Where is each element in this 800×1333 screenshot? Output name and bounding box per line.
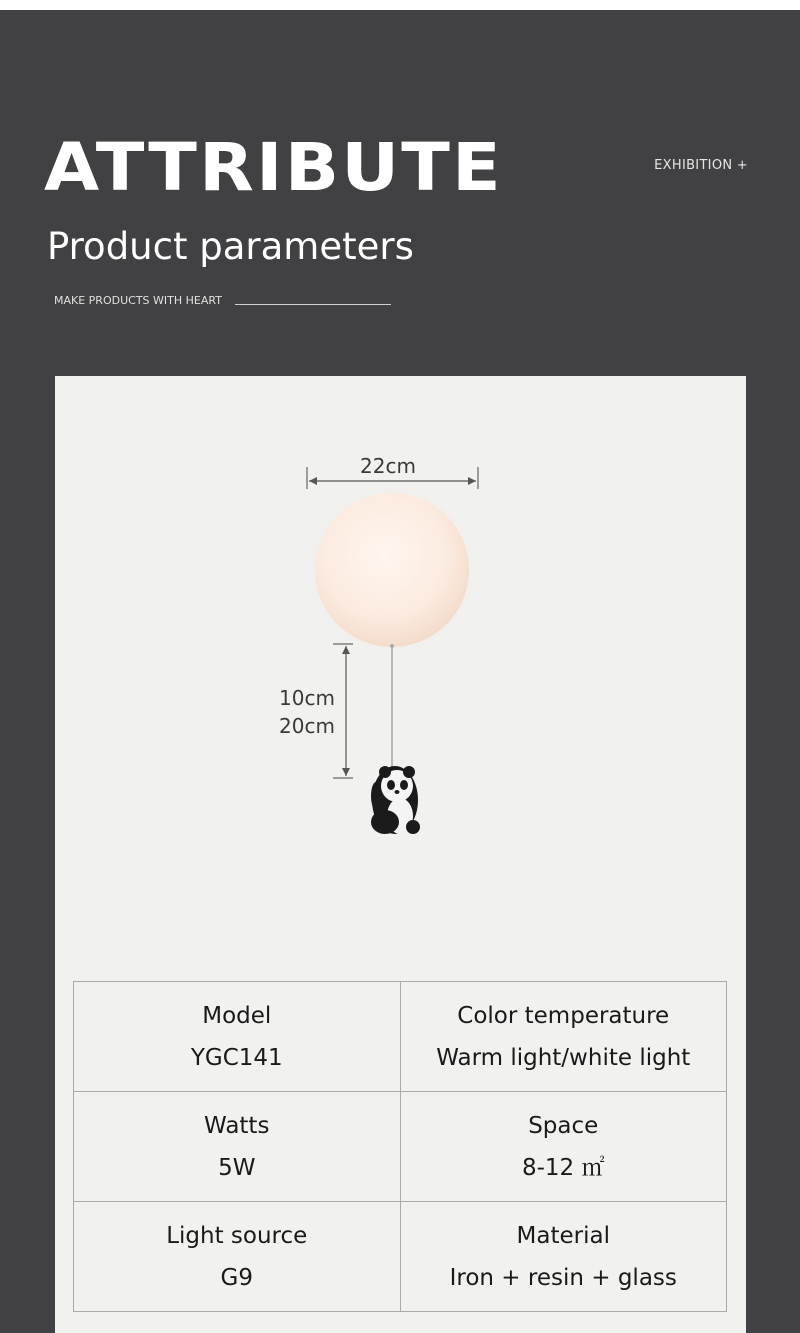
panda-figure-icon bbox=[371, 766, 420, 834]
drop-label-max: 20cm bbox=[279, 714, 335, 738]
spec-label: Model bbox=[202, 1002, 272, 1029]
page-title: ATTRIBUTE bbox=[44, 129, 503, 206]
spec-label: Color temperature bbox=[457, 1002, 670, 1029]
drop-label-min: 10cm bbox=[279, 686, 335, 710]
spec-cell-model bbox=[74, 982, 401, 1092]
spec-cell-space bbox=[400, 1092, 727, 1202]
spec-value: Iron + resin + glass bbox=[449, 1264, 677, 1291]
spec-label: Space bbox=[528, 1112, 599, 1139]
globe-shade bbox=[315, 493, 469, 647]
drop-dimension bbox=[333, 644, 353, 778]
exhibition-link[interactable]: EXHIBITION + bbox=[654, 158, 748, 173]
spec-value: G9 bbox=[220, 1264, 253, 1291]
spec-label: Material bbox=[516, 1222, 610, 1249]
spec-label: Watts bbox=[204, 1112, 270, 1139]
spec-value: 5W bbox=[218, 1154, 256, 1181]
spec-label: Light source bbox=[166, 1222, 308, 1249]
spec-table bbox=[73, 981, 727, 1312]
spec-value: 8-12 ㎡ bbox=[521, 1154, 605, 1181]
spec-value: Warm light/white light bbox=[436, 1044, 691, 1071]
tagline-divider bbox=[235, 304, 391, 305]
product-panel bbox=[55, 376, 746, 1333]
width-label: 22cm bbox=[360, 454, 416, 478]
hanging-rod bbox=[391, 646, 393, 776]
table-row bbox=[74, 982, 727, 1092]
table-row bbox=[74, 1092, 727, 1202]
top-strip bbox=[0, 0, 800, 10]
spec-cell-material bbox=[400, 1202, 727, 1312]
table-row bbox=[74, 1202, 727, 1312]
spec-value: YGC141 bbox=[190, 1044, 283, 1071]
spec-cell-watts bbox=[74, 1092, 401, 1202]
rod-cap bbox=[390, 644, 394, 648]
tagline: MAKE PRODUCTS WITH HEART bbox=[54, 294, 222, 307]
page-subtitle: Product parameters bbox=[47, 225, 414, 268]
spec-cell-color-temperature bbox=[400, 982, 727, 1092]
spec-cell-light-source bbox=[74, 1202, 401, 1312]
